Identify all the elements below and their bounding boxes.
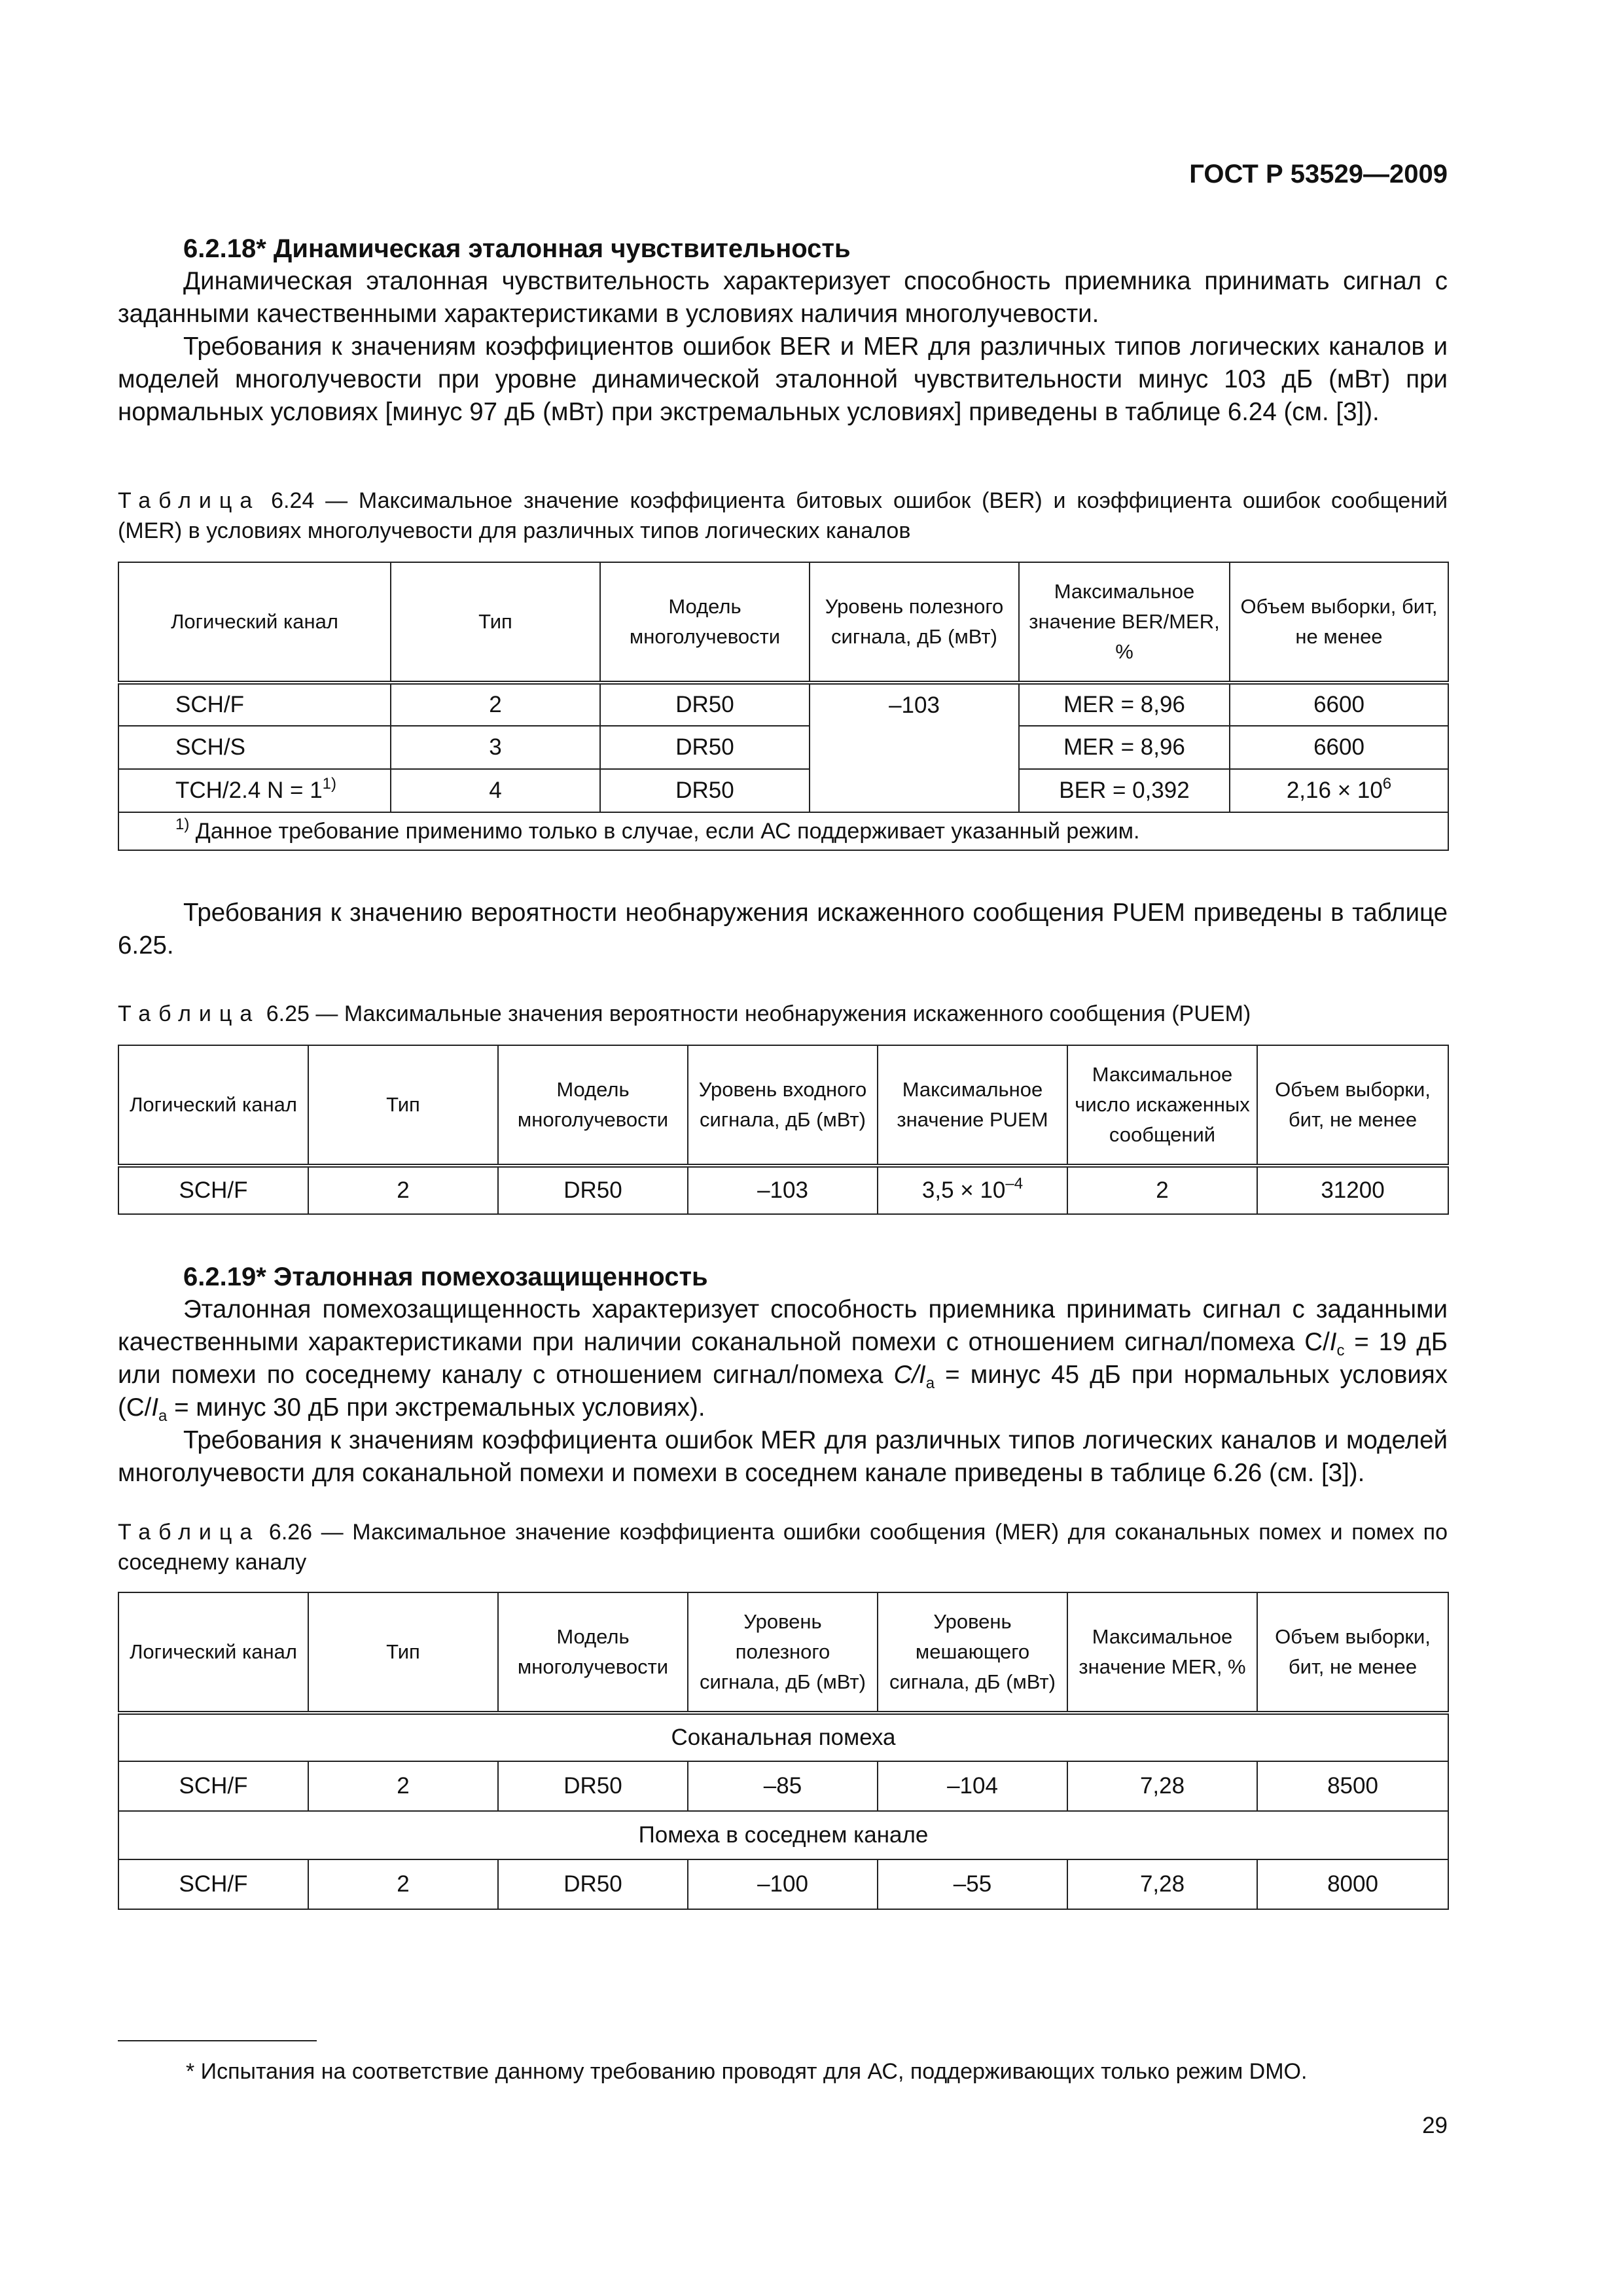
cell-channel: SCH/F — [118, 1859, 308, 1909]
cell-channel: SCH/S — [118, 726, 391, 769]
section-title: 6.2.19* Эталонная помехозащищенность — [183, 1263, 708, 1291]
table-header-row — [118, 1592, 1448, 1713]
note-text: Данное требование применимо только в случае, если АС поддерживает указанный режим. — [195, 819, 1140, 844]
table-note-row — [118, 812, 1448, 850]
puem-exponent: –4 — [1005, 1175, 1024, 1193]
header-cell: Объем выборки, бит, не менее — [1257, 1045, 1448, 1166]
cell-mer: 7,28 — [1067, 1859, 1257, 1909]
table-6-25 — [118, 1045, 1449, 1215]
header-cell: Тип — [391, 562, 600, 683]
cell-model: DR50 — [498, 1166, 688, 1214]
caption-label: Таблица — [118, 1001, 260, 1026]
table-6-24-container — [118, 562, 1448, 851]
cell-count: 2 — [1067, 1166, 1257, 1214]
paragraph: Динамическая эталонная чувствительность характеризует способность приемника принимать сигнал с заданными качественными характеристиками в условиях наличия многолучевости. — [118, 267, 1448, 328]
header-cell: Максимальное значение BER/MER, % — [1019, 562, 1230, 683]
table-row — [118, 1859, 1448, 1909]
section-title: 6.2.18* Динамическая эталонная чувствительность — [183, 234, 851, 263]
cell-sample: 6600 — [1230, 683, 1448, 726]
cell-sample: 31200 — [1257, 1166, 1448, 1214]
header-cell: Тип — [308, 1592, 498, 1713]
cell-type: 2 — [308, 1166, 498, 1214]
table-6-25-container — [118, 1045, 1448, 1215]
table-row — [118, 1761, 1448, 1811]
header-cell: Логический канал — [118, 1045, 308, 1166]
table-group-row — [118, 1811, 1448, 1859]
text-run: C/I — [893, 1361, 926, 1389]
header-cell: Модель многолучевости — [498, 1592, 688, 1713]
cell-type: 4 — [391, 769, 600, 812]
header-cell: Тип — [308, 1045, 498, 1166]
text-run: I — [151, 1393, 159, 1422]
group-label-cochannel: Соканальная помеха — [118, 1713, 1448, 1761]
header-cell: Максимальное значение MER, % — [1067, 1592, 1257, 1713]
table-note — [118, 812, 1448, 850]
cell-level: –100 — [688, 1859, 878, 1909]
text-run: c — [1336, 1342, 1345, 1359]
header-cell: Модель многолучевости — [600, 562, 810, 683]
caption-text: 6.26 — Максимальное значение коэффициента ошибки сообщения (MER) для соканальных помех и помех по соседнему каналу — [118, 1520, 1448, 1575]
channel-text: TCH/2.4 N = 1 — [175, 778, 323, 803]
paragraph — [118, 1293, 1448, 1424]
cell-sample: 8000 — [1257, 1859, 1448, 1909]
paragraph: Требования к значениям коэффициента ошибок MER для различных типов логических каналов и моделей многолучевости для соканальной помехи и помехи в соседнем канале приведены в таблице 6.26 (см. [3]). — [118, 1426, 1448, 1487]
table-group-row — [118, 1713, 1448, 1761]
cell-model: DR50 — [600, 683, 810, 726]
footnote-divider — [118, 2040, 317, 2041]
header-cell: Максимальное значение PUEM — [878, 1045, 1067, 1166]
text-run: I — [1329, 1328, 1337, 1356]
cell-sample: 8500 — [1257, 1761, 1448, 1811]
note-mark: 1) — [175, 816, 190, 833]
cell-level: –103 — [810, 683, 1019, 812]
text-run: = минус 30 дБ при экстремальных условиях). — [167, 1393, 705, 1422]
cell-model: DR50 — [600, 769, 810, 812]
text-run: a — [158, 1407, 168, 1425]
cell-max: BER = 0,392 — [1019, 769, 1230, 812]
cell-type: 2 — [308, 1761, 498, 1811]
section-6-2-19 — [118, 1261, 1448, 1490]
header-cell: Максимальное число искаженных сообщений — [1067, 1045, 1257, 1166]
paragraph-puem-block — [118, 897, 1448, 962]
table-row — [118, 683, 1448, 726]
cell-type: 2 — [308, 1859, 498, 1909]
cell-model: DR50 — [498, 1859, 688, 1909]
group-label-adjacent: Помеха в соседнем канале — [118, 1811, 1448, 1859]
table-header-row — [118, 1045, 1448, 1166]
table-caption-6-26 — [118, 1517, 1448, 1577]
sample-exponent: 6 — [1382, 775, 1392, 793]
header-cell: Объем выборки, бит, не менее — [1257, 1592, 1448, 1713]
footnote-mark: 1) — [322, 775, 337, 793]
cell-model: DR50 — [498, 1761, 688, 1811]
cell-puem — [878, 1166, 1067, 1214]
cell-sample: 6600 — [1230, 726, 1448, 769]
table-6-26-container — [118, 1592, 1448, 1910]
table-row — [118, 769, 1448, 812]
section-6-2-18 — [118, 232, 1448, 429]
text-run: = 19 дБ или помехи по соседнему каналу с отношением сигнал/помеха — [118, 1328, 1448, 1389]
text-run: Эталонная помехозащищенность характеризует способность приемника принимать сигнал с заданными качественными характеристиками при наличии соканальной помехи с отношением сигнал/помеха C/ — [118, 1295, 1448, 1356]
paragraph: Требования к значениям коэффициентов ошибок BER и MER для различных типов логических каналов и моделей многолучевости при уровне динамической эталонной чувствительности минус 103 дБ (мВт) при нормальных условиях [минус 97 дБ (мВт) при экстремальных условиях] приведены в таблице 6.24 (см. [3]). — [118, 332, 1448, 426]
header-cell: Уровень полезного сигнала, дБ (мВт) — [810, 562, 1019, 683]
table-6-24 — [118, 562, 1449, 851]
caption-label: Таблица — [118, 1520, 260, 1545]
table-header-row — [118, 562, 1448, 683]
caption-text: 6.25 — Максимальные значения вероятности необнаружения искаженного сообщения (PUEM) — [266, 1001, 1251, 1026]
cell-max: MER = 8,96 — [1019, 683, 1230, 726]
cell-channel — [118, 769, 391, 812]
cell-channel: SCH/F — [118, 683, 391, 726]
cell-mer: 7,28 — [1067, 1761, 1257, 1811]
cell-interference: –55 — [878, 1859, 1067, 1909]
header-cell: Модель многолучевости — [498, 1045, 688, 1166]
document-standard-header: ГОСТ Р 53529—2009 — [1189, 160, 1448, 188]
puem-base: 3,5 × 10 — [921, 1177, 1006, 1203]
table-caption-6-25 — [118, 999, 1448, 1029]
paragraph: Требования к значению вероятности необнаружения искаженного сообщения PUEM приведены в таблице 6.25. — [118, 899, 1448, 960]
cell-level: –103 — [688, 1166, 878, 1214]
text-run: = минус 45 дБ при нормальных условиях (C/ — [118, 1361, 1448, 1422]
cell-model: DR50 — [600, 726, 810, 769]
cell-type: 2 — [391, 683, 600, 726]
header-cell: Уровень полезного сигнала, дБ (мВт) — [688, 1592, 878, 1713]
cell-max: MER = 8,96 — [1019, 726, 1230, 769]
table-6-26 — [118, 1592, 1449, 1910]
cell-level: –85 — [688, 1761, 878, 1811]
sample-base: 2,16 × 10 — [1286, 778, 1383, 803]
table-caption-6-24 — [118, 486, 1448, 546]
header-cell: Объем выборки, бит, не менее — [1230, 562, 1448, 683]
table-row — [118, 1166, 1448, 1214]
cell-channel: SCH/F — [118, 1166, 308, 1214]
header-cell: Уровень мешающего сигнала, дБ (мВт) — [878, 1592, 1067, 1713]
caption-text: 6.24 — Максимальное значение коэффициента битовых ошибок (BER) и коэффициента ошибок сообщений (MER) в условиях многолучевости для различных типов логических каналов — [118, 488, 1448, 543]
header-cell: Логический канал — [118, 562, 391, 683]
header-cell: Уровень входного сигнала, дБ (мВт) — [688, 1045, 878, 1166]
page-number: 29 — [1422, 2113, 1448, 2138]
cell-type: 3 — [391, 726, 600, 769]
table-row — [118, 726, 1448, 769]
cell-sample — [1230, 769, 1448, 812]
header-cell: Логический канал — [118, 1592, 308, 1713]
caption-label: Таблица — [118, 488, 260, 513]
text-run: a — [925, 1374, 935, 1392]
footnote: * Испытания на соответствие данному требованию проводят для АС, поддерживающих только режим DMO. — [186, 2059, 1308, 2084]
cell-channel: SCH/F — [118, 1761, 308, 1811]
cell-interference: –104 — [878, 1761, 1067, 1811]
